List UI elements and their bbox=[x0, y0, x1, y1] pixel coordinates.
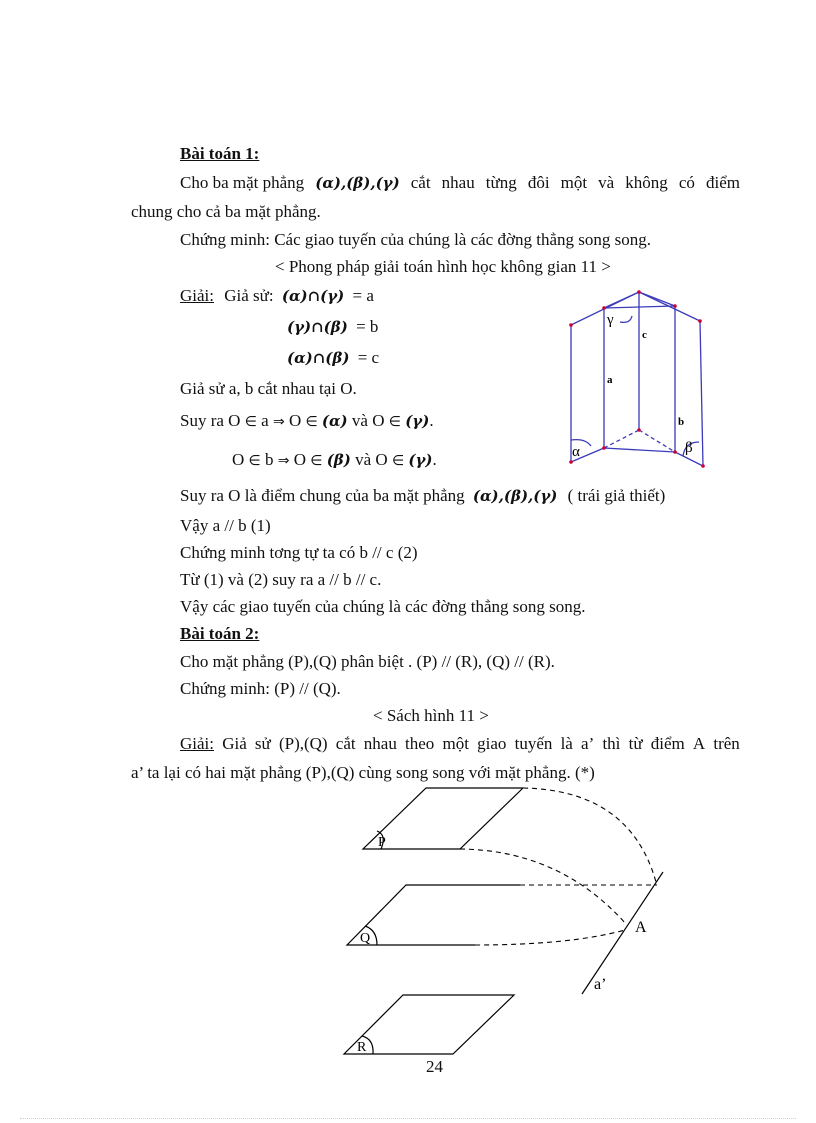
deduce2-line bbox=[232, 449, 437, 472]
vertex-dot bbox=[673, 450, 677, 454]
statement-word: có bbox=[678, 173, 695, 192]
statement-word: cắt bbox=[410, 173, 431, 192]
solution1-assume-line bbox=[180, 285, 374, 307]
vertex-dot bbox=[701, 464, 705, 468]
solution-word: thì bbox=[602, 734, 621, 753]
solution-label: Giải: bbox=[180, 734, 214, 753]
problem1-statement-line1 bbox=[180, 172, 740, 194]
problem1-final: Vậy các giao tuyến của chúng là các đờng thẳng song song. bbox=[180, 597, 586, 616]
statement-word: từng bbox=[485, 173, 517, 192]
planes-triple: (α),(β),(γ) bbox=[472, 487, 558, 505]
label-point-a: A bbox=[635, 919, 647, 936]
assume-ab: Giả sử a, b cắt nhau tại O. bbox=[180, 379, 357, 398]
solution-word: sử bbox=[254, 734, 271, 753]
deduce-text: và O bbox=[351, 411, 385, 430]
label-a-prime: a’ bbox=[594, 976, 607, 993]
problem2-heading: Bài toán 2: bbox=[180, 624, 260, 643]
problem1-source: < Phong pháp giải toán hình học không gian 11 > bbox=[275, 257, 611, 276]
solution-word: Giả bbox=[222, 734, 247, 753]
element-of-symbol: ∈ bbox=[244, 414, 257, 430]
edge-line bbox=[604, 448, 675, 452]
figure2-parallel-planes bbox=[330, 780, 690, 1065]
implies-symbol: ⇒ bbox=[277, 453, 290, 469]
vertex-dot bbox=[698, 319, 702, 323]
deduce-text: O bbox=[293, 450, 306, 469]
solution-label: Giải: bbox=[180, 286, 214, 305]
deduce-text: O bbox=[232, 450, 245, 469]
element-of-symbol: ∈ bbox=[391, 453, 405, 469]
vertex-dot bbox=[602, 446, 606, 450]
result2: Chứng minh tơng tự ta có b // c (2) bbox=[180, 543, 418, 562]
deduce-text: a bbox=[261, 411, 269, 430]
hidden-edge bbox=[639, 430, 675, 452]
problem2-solution-line1 bbox=[180, 733, 740, 755]
vertex-dot bbox=[569, 323, 573, 327]
problem1-statement-line2: chung cho cả ba mặt phẳng. bbox=[131, 202, 321, 221]
dashed-arc-p bbox=[523, 788, 656, 882]
deduce1-line bbox=[180, 410, 434, 433]
solution-word: điểm bbox=[650, 734, 685, 753]
plane-r bbox=[344, 995, 514, 1054]
solution-word: giao bbox=[477, 734, 507, 753]
label-q: Q bbox=[360, 931, 371, 946]
label-a: a bbox=[607, 374, 613, 386]
solution-word: trên bbox=[713, 734, 740, 753]
plane-q bbox=[347, 885, 520, 945]
plane-alpha: (α) bbox=[321, 412, 348, 430]
solution-word: (P),(Q) bbox=[278, 734, 328, 753]
statement-word: đôi bbox=[527, 173, 550, 192]
result3: Từ (1) và (2) suy ra a // b // c. bbox=[180, 570, 382, 589]
edge-line bbox=[604, 292, 639, 308]
vertex-dot bbox=[637, 428, 641, 432]
label-p: P bbox=[378, 835, 386, 850]
edge-line bbox=[639, 292, 675, 306]
plane-gamma: (γ) bbox=[405, 412, 430, 430]
deduce-text: O bbox=[288, 411, 302, 430]
statement-word: không bbox=[625, 173, 668, 192]
solution-word: nhau bbox=[363, 734, 397, 753]
planes-triple: (α),(β),(γ) bbox=[315, 174, 400, 192]
solution-word: a’ bbox=[581, 734, 595, 753]
vertex-dot bbox=[569, 460, 573, 464]
solution-word: tuyến bbox=[514, 734, 553, 753]
problem1-heading: Bài toán 1: bbox=[180, 144, 260, 163]
problem2-source: < Sách hình 11 > bbox=[373, 706, 489, 725]
page-number: 24 bbox=[426, 1057, 443, 1076]
result1: Vậy a // b (1) bbox=[180, 516, 271, 535]
implies-symbol: ⇒ bbox=[272, 414, 285, 430]
deduce-text: Suy ra O bbox=[180, 411, 241, 430]
problem2-statement: Cho mặt phẳng (P),(Q) phân biệt . (P) // (R), (Q) // (R). bbox=[180, 652, 555, 671]
element-of-symbol: ∈ bbox=[248, 453, 261, 469]
intersection-b-line bbox=[287, 316, 378, 338]
statement-word: và bbox=[598, 173, 615, 192]
dashed-extension-q-bottom bbox=[475, 930, 625, 945]
problem2-prove: Chứng minh: (P) // (Q). bbox=[180, 679, 341, 698]
solution-word: cắt bbox=[335, 734, 356, 753]
deduce-end: . bbox=[432, 450, 437, 469]
element-of-symbol: ∈ bbox=[388, 414, 401, 430]
conclusion-text: ( trái giả thiết) bbox=[567, 486, 666, 505]
solution-word: là bbox=[560, 734, 573, 753]
statement-word: một bbox=[560, 173, 588, 192]
label-c: c bbox=[642, 329, 647, 341]
vertex-dot bbox=[673, 304, 677, 308]
hidden-edge bbox=[604, 430, 639, 448]
element-of-symbol: ∈ bbox=[305, 414, 318, 430]
deduce-text: và O bbox=[355, 450, 388, 469]
label-alpha: α bbox=[572, 444, 580, 460]
label-r: R bbox=[357, 1040, 367, 1055]
edge-line bbox=[700, 321, 703, 466]
label-b: b bbox=[678, 416, 685, 428]
statement-word: điểm bbox=[705, 173, 740, 192]
intersection-c-line bbox=[287, 347, 379, 369]
label-gamma: γ bbox=[607, 312, 614, 328]
intersection-a-rhs: = a bbox=[352, 286, 374, 305]
element-of-symbol: ∈ bbox=[310, 453, 323, 469]
figure1-prism bbox=[555, 280, 715, 475]
vertex-dot bbox=[637, 290, 641, 294]
plane-beta: (β) bbox=[326, 451, 351, 469]
plane-gamma: (γ) bbox=[408, 451, 433, 469]
solution-word: một bbox=[442, 734, 469, 753]
intersection-b-rhs: = b bbox=[356, 317, 379, 336]
intersection-c-rhs: = c bbox=[357, 348, 380, 367]
plane-p bbox=[363, 788, 523, 849]
angle-gamma-arc bbox=[620, 316, 632, 322]
problem1-prove: Chứng minh: Các giao tuyến của chúng là các đờng thẳng song song. bbox=[180, 230, 651, 249]
problem2-solution-line2: a’ ta lại có hai mặt phẳng (P),(Q) cùng song song với mặt phẳng. (*) bbox=[131, 763, 595, 782]
conclusion-text: Suy ra O là điểm chung của ba mặt phẳng bbox=[180, 486, 465, 505]
solution-word: từ bbox=[628, 734, 643, 753]
intersection-a-lhs: (α)∩(γ) bbox=[281, 287, 345, 305]
vertex-dot bbox=[602, 306, 606, 310]
solution-word: theo bbox=[405, 734, 435, 753]
statement-word: nhau bbox=[441, 173, 475, 192]
statement-start: Cho ba mặt phẳng bbox=[180, 173, 305, 192]
solution-word: A bbox=[692, 734, 706, 753]
intersection-b-lhs: (γ)∩(β) bbox=[287, 318, 348, 336]
label-beta: β bbox=[685, 440, 693, 456]
deduce-end: . bbox=[429, 411, 434, 430]
conclusion1-line bbox=[180, 485, 665, 507]
deduce-text: b bbox=[264, 450, 274, 469]
footer-divider bbox=[20, 1118, 796, 1119]
dashed-arc-p-inner bbox=[460, 849, 626, 924]
intersection-c-lhs: (α)∩(β) bbox=[287, 349, 350, 367]
assume-text: Giả sử: bbox=[224, 286, 274, 305]
